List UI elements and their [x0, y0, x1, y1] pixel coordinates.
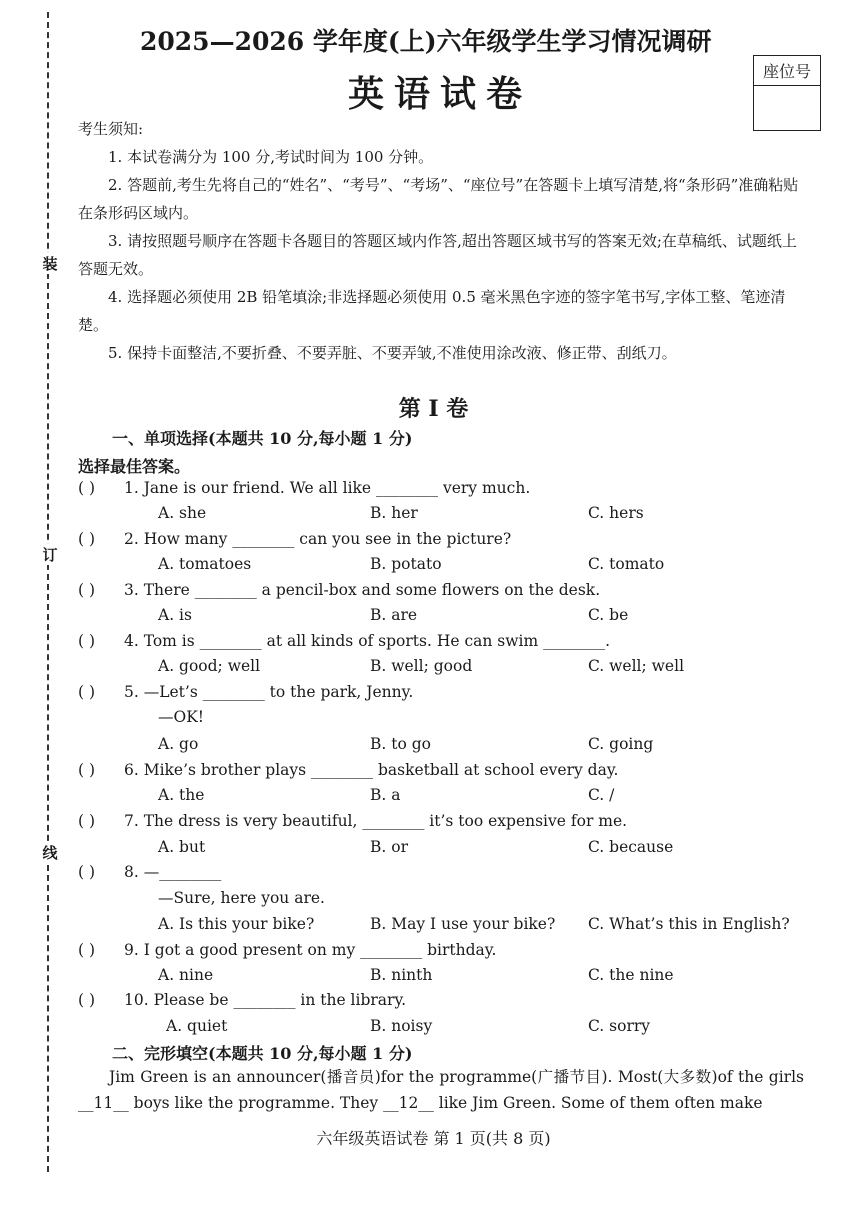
question-stem: 5. —Let’s ________ to the park, Jenny. — [124, 683, 414, 701]
notice-item: 2. 答题前,考生先将自己的“姓名”、“考号”、“考场”、“座位号”在答题卡上填写清楚,将“条形码”准确粘贴在条形码区域内。 — [78, 176, 799, 222]
option-b: B. noisy — [370, 1017, 433, 1035]
section1-heading: 一、单项选择(本题共 10 分,每小题 1 分) — [112, 429, 413, 448]
question-stem: 7. The dress is very beautiful, ________ it’s too expensive for me. — [124, 812, 628, 830]
option-a: A. Is this your bike? — [158, 915, 315, 933]
answer-paren[interactable]: ( ) — [78, 812, 96, 830]
question-stem-reply: —Sure, here you are. — [158, 889, 325, 907]
option-a: A. tomatoes — [158, 555, 252, 573]
answer-paren[interactable]: ( ) — [78, 941, 96, 959]
binding-char-ding: 订 — [42, 546, 58, 564]
option-b: B. to go — [370, 735, 431, 753]
section2-heading: 二、完形填空(本题共 10 分,每小题 1 分) — [112, 1044, 413, 1063]
option-a: A. is — [158, 606, 192, 624]
option-c: C. tomato — [588, 555, 665, 573]
question-stem: 6. Mike’s brother plays ________ basketball at school every day. — [124, 761, 619, 779]
question-stem: 3. There ________ a pencil-box and some flowers on the desk. — [124, 581, 601, 599]
question-stem: 2. How many ________ can you see in the picture? — [124, 530, 512, 548]
cloze-passage: Jim Green is an announcer(播音员)for the programme(广播节目). Most(大多数)of the girls __11__ boys like the programme. They __12__ like Jim Green. Some of them often make — [78, 1068, 804, 1112]
binding-char-zhuang: 装 — [42, 255, 58, 273]
option-a: A. she — [158, 504, 207, 522]
exam-notice — [78, 115, 810, 367]
option-c: C. the nine — [588, 966, 674, 984]
exam-header-title: 2025—2026 学年度(上)六年级学生学习情况调研 — [140, 27, 712, 56]
answer-paren[interactable]: ( ) — [78, 761, 96, 779]
question-stem-reply: —OK! — [158, 708, 205, 726]
question-stem: 8. —________ — [124, 863, 222, 881]
answer-paren[interactable]: ( ) — [78, 479, 96, 497]
paper-title: 英语试卷 — [347, 73, 532, 115]
option-c: C. be — [588, 606, 629, 624]
option-c: C. hers — [588, 504, 644, 522]
notice-item: 4. 选择题必须使用 2B 铅笔填涂;非选择题必须使用 0.5 毫米黑色字迹的签字笔书写,字体工整、笔迹清楚。 — [78, 288, 786, 334]
option-b: B. a — [370, 786, 401, 804]
answer-paren[interactable]: ( ) — [78, 530, 96, 548]
option-b: B. her — [370, 504, 418, 522]
option-a: A. go — [158, 735, 199, 753]
seat-number-label: 座位号 — [754, 56, 820, 86]
option-b: B. are — [370, 606, 418, 624]
binding-char-xian: 线 — [42, 844, 58, 862]
question-stem: 4. Tom is ________ at all kinds of sports. He can swim ________. — [124, 632, 611, 650]
option-b: B. potato — [370, 555, 442, 573]
answer-paren[interactable]: ( ) — [78, 683, 96, 701]
option-a: A. but — [158, 838, 206, 856]
question-stem: 9. I got a good present on my ________ birthday. — [124, 941, 497, 959]
option-c: C. What’s this in English? — [588, 915, 790, 933]
option-b: B. ninth — [370, 966, 433, 984]
page-footer: 六年级英语试卷 第 1 页(共 8 页) — [316, 1129, 551, 1148]
section1-instruction: 选择最佳答案。 — [78, 457, 191, 476]
option-c: C. / — [588, 786, 615, 804]
question-stem: 10. Please be ________ in the library. — [124, 991, 407, 1009]
answer-paren[interactable]: ( ) — [78, 632, 96, 650]
option-c: C. going — [588, 735, 654, 753]
notice-item: 3. 请按照题号顺序在答题卡各题目的答题区域内作答,超出答题区域书写的答案无效;在草稿纸、试题纸上答题无效。 — [78, 232, 797, 278]
option-b: B. well; good — [370, 657, 473, 675]
option-c: C. because — [588, 838, 674, 856]
option-b: B. May I use your bike? — [370, 915, 556, 933]
option-a: A. nine — [158, 966, 214, 984]
option-b: B. or — [370, 838, 408, 856]
notice-heading: 考生须知: — [78, 120, 144, 138]
answer-paren[interactable]: ( ) — [78, 863, 96, 881]
answer-paren[interactable]: ( ) — [78, 581, 96, 599]
notice-item: 5. 保持卡面整洁,不要折叠、不要弄脏、不要弄皱,不准使用涂改液、修正带、刮纸刀。 — [108, 344, 677, 362]
option-a: A. good; well — [158, 657, 261, 675]
option-c: C. well; well — [588, 657, 685, 675]
notice-item: 1. 本试卷满分为 100 分,考试时间为 100 分钟。 — [108, 148, 434, 166]
option-a: A. quiet — [166, 1017, 228, 1035]
binding-dashed-line — [47, 12, 49, 1172]
volume-title: 第 I 卷 — [398, 396, 469, 422]
answer-paren[interactable]: ( ) — [78, 991, 96, 1009]
option-a: A. the — [158, 786, 205, 804]
question-stem: 1. Jane is our friend. We all like ________ very much. — [124, 479, 531, 497]
option-c: C. sorry — [588, 1017, 651, 1035]
